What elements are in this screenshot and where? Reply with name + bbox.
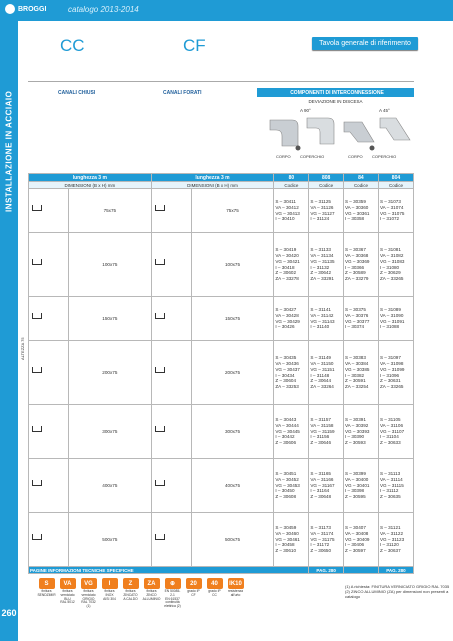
channel-shape-icon: [151, 513, 191, 567]
code-cell: S – 31097 VA – 31098 VG – 31099 I – 31096 Z – 30631 ZA – 33265: [378, 341, 413, 405]
footer-pag-1[interactable]: PAG. 280: [309, 567, 344, 574]
codes-table: [28, 173, 414, 574]
a90-label: A 90°: [300, 108, 311, 113]
code-cell: S – 31121 VA – 31122 VG – 31123 I – 31120 Z – 30637: [378, 513, 413, 567]
finish-badge-icon: IK10: [228, 578, 244, 589]
deviazione-label: DEVIAZIONE IN DISCESA: [308, 99, 363, 104]
table-header-row: [29, 174, 414, 182]
title-cc: CC: [60, 36, 85, 55]
code-cell: S – 30391 VA – 30392 VG – 30393 I – 30390 Z – 30593: [343, 405, 378, 459]
code-cell: S – 30359 VA – 30360 VG – 30361 I – 30358: [343, 189, 378, 233]
codice: Codice: [274, 182, 309, 189]
channel-shape-icon: [29, 405, 69, 459]
lunghezza-cf: lunghezza 3 m: [151, 174, 274, 182]
coperchio-label-45: COPERCHIO: [372, 154, 397, 159]
col-84: 84: [343, 174, 378, 182]
legend-label: finitura verniciato BLU RAL 5012: [60, 589, 75, 605]
a45-label: A 45°: [379, 108, 390, 113]
code-cell: S – 31089 VA – 31090 VG – 31091 I – 31088: [378, 297, 413, 341]
channel-shape-icon: [151, 297, 191, 341]
size-label-cf: 200x75: [191, 341, 274, 405]
legend-label: resistenza all'urto: [227, 589, 244, 597]
table-row: [29, 189, 414, 233]
altezza-label: ALTEZZA 75: [20, 337, 25, 360]
size-label-cc: 150x75: [69, 297, 152, 341]
finish-badge-icon: Z: [123, 578, 139, 589]
legend-item: [59, 578, 76, 609]
brand: [5, 4, 46, 14]
table-row: [29, 459, 414, 513]
channel-shape-icon: [151, 233, 191, 297]
sidebar-title: INSTALLAZIONE IN ACCIAIO: [4, 90, 14, 212]
dimensioni-cf: DIMENSIONI (B x H) mm: [151, 182, 274, 189]
finish-badge-icon: 40: [207, 578, 223, 589]
channel-shape-icon: [151, 459, 191, 513]
size-label-cc: 75x75: [69, 189, 152, 233]
table-row: [29, 297, 414, 341]
canali-chiusi-label: CANALI CHIUSI: [55, 88, 135, 97]
code-cell: S – 31073 VA – 31074 VG – 31075 I – 31072: [378, 189, 413, 233]
brand-logo-icon: [5, 4, 15, 14]
curve-45-corpo-icon: [344, 122, 374, 142]
code-cell: S – 30399 VA – 30400 VG – 30401 I – 30398 Z – 30595: [343, 459, 378, 513]
channel-shape-icon: [151, 341, 191, 405]
code-cell: S – 30375 VA – 30376 VG – 30377 I – 30374: [343, 297, 378, 341]
code-cell: S – 31141 VA – 31142 VG – 31143 I – 31140: [309, 297, 344, 341]
table-row: [29, 513, 414, 567]
code-cell: S – 31133 VA – 31134 VG – 31135 I – 31132 Z – 30642 ZA – 33291: [309, 233, 344, 297]
code-cell: S – 30427 VA – 30428 VG – 30429 I – 30426: [274, 297, 309, 341]
col-804: 804: [378, 174, 413, 182]
ce-icon: [370, 146, 375, 151]
code-cell: S – 31105 VA – 31106 VG – 31107 I – 31104 Z – 30633: [378, 405, 413, 459]
table-subheader-row: [29, 182, 414, 189]
legend-label: finitura ZINCO ALLUMINIO: [142, 589, 161, 601]
col-80: 80: [274, 174, 309, 182]
deviazione-images: [262, 112, 412, 152]
size-label-cf: 500x75: [191, 513, 274, 567]
size-label-cc: 400x75: [69, 459, 152, 513]
catalog-title: catalogo 2013-2014: [68, 5, 139, 14]
legend-note: (1) A richiesta: FINITURA VERNICIATO GRIGIO RAL 7035 (2) ZINCO ALLUMINIO (ZA) per dimensioni non presenti a catalogo: [345, 584, 450, 599]
legend-item: [101, 578, 118, 609]
legend-label: finitura INOX AISI 304: [103, 589, 116, 601]
size-label-cc: 500x75: [69, 513, 152, 567]
legend-label: grado IP CC: [208, 589, 221, 597]
channel-shape-icon: [151, 189, 191, 233]
footer-pagine: PAGINE INFORMAZIONI TECNICHE SPECIFICHE: [29, 567, 309, 574]
size-label-cf: 75x75: [191, 189, 274, 233]
code-cell: S – 31173 VA – 31174 VG – 31175 I – 31172 Z – 30650: [309, 513, 344, 567]
codice: Codice: [343, 182, 378, 189]
channel-shape-icon: [29, 233, 69, 297]
size-label-cc: 200x75: [69, 341, 152, 405]
ce-icon: [296, 146, 301, 151]
finish-badge-icon: I: [102, 578, 118, 589]
legend-item: [122, 578, 139, 609]
size-label-cc: 300x75: [69, 405, 152, 459]
corpo-label-45: CORPO: [348, 154, 363, 159]
code-cell: S – 31149 VA – 31150 VG – 31151 I – 31148 Z – 30644 ZA – 33264: [309, 341, 344, 405]
code-cell: S – 31081 VA – 31082 VG – 31083 I – 31080 Z – 30629 ZA – 33265: [378, 233, 413, 297]
channel-shape-icon: [29, 189, 69, 233]
lunghezza-cc: lunghezza 3 m: [29, 174, 152, 182]
legend-icons: [38, 578, 244, 609]
legend-label: finitura ZINCATO A CALDO: [123, 589, 138, 601]
curve-90-corpo-icon: [270, 120, 298, 146]
legend-item: [206, 578, 223, 609]
code-cell: S – 31125 VA – 31126 VG – 31127 I – 31124: [309, 189, 344, 233]
legend-label: EN 50085-2-1 EN 61537 continuità elettrica (2): [164, 589, 181, 609]
legend-item: [143, 578, 160, 609]
code-cell: S – 30411 VA – 30412 VG – 30413 I – 30410: [274, 189, 309, 233]
legend-label: grado IP CF: [187, 589, 200, 597]
codice: Codice: [309, 182, 344, 189]
code-cell: S – 30443 VA – 30444 VG – 30445 I – 30442 Z – 30606: [274, 405, 309, 459]
code-cell: S – 31157 VA – 31158 VG – 31159 I – 31156 Z – 30646: [309, 405, 344, 459]
code-cell: S – 30383 VA – 30384 VG – 30385 I – 30382 Z – 30591 ZA – 33254: [343, 341, 378, 405]
tavola-generale-button[interactable]: Tavola generale di riferimento: [312, 37, 418, 50]
dimensioni-cc: DIMENSIONI (B x H) mm: [29, 182, 152, 189]
finish-badge-icon: S: [39, 578, 55, 589]
title-cf: CF: [183, 36, 206, 55]
channel-shape-icon: [151, 405, 191, 459]
code-cell: S – 30367 VA – 30368 VG – 30369 I – 30366 Z – 30589 ZA – 33279: [343, 233, 378, 297]
legend-item: [38, 578, 55, 609]
curve-45-coperchio-icon: [380, 118, 410, 140]
code-cell: S – 30435 VA – 30436 VG – 30437 I – 30434 Z – 30604 ZA – 33253: [274, 341, 309, 405]
finish-badge-icon: ⊕: [165, 578, 181, 589]
top-bar: [0, 0, 453, 21]
code-cell: S – 30459 VA – 30460 VG – 30461 I – 30458 Z – 30610: [274, 513, 309, 567]
componenti-header: COMPONENTI DI INTERCONNESSIONE: [257, 88, 414, 97]
canali-forati-label: CANALI FORATI: [160, 88, 240, 97]
size-label-cf: 300x75: [191, 405, 274, 459]
page-number: 260: [1, 608, 17, 618]
legend-item: [164, 578, 181, 609]
coperchio-label: COPERCHIO: [300, 154, 325, 159]
finish-badge-icon: ZA: [144, 578, 160, 589]
size-label-cf: 400x75: [191, 459, 274, 513]
size-label-cf: 100x75: [191, 233, 274, 297]
table-row: [29, 405, 414, 459]
legend-item: [80, 578, 97, 609]
footer-pag-2[interactable]: PAG. 280: [378, 567, 413, 574]
col-808: 808: [309, 174, 344, 182]
channel-shape-icon: [29, 341, 69, 405]
size-label-cf: 150x75: [191, 297, 274, 341]
legend-label: finitura verniciato GRIGIO RAL 7032 (1): [81, 589, 96, 609]
brand-name: BROGGI: [18, 5, 47, 13]
code-cell: S – 30407 VA – 30408 VG – 30409 I – 30406 Z – 30597: [343, 513, 378, 567]
channel-shape-icon: [29, 513, 69, 567]
table-row: [29, 341, 414, 405]
finish-badge-icon: 20: [186, 578, 202, 589]
code-cell: S – 31165 VA – 31166 VG – 31167 I – 31164 Z – 30648: [309, 459, 344, 513]
curve-90-coperchio-icon: [307, 118, 334, 144]
legend-item: [185, 578, 202, 609]
finish-badge-icon: VA: [60, 578, 76, 589]
divider: [28, 81, 414, 82]
codice: Codice: [378, 182, 413, 189]
code-cell: S – 31113 VA – 31114 VG – 31115 I – 31112 Z – 30635: [378, 459, 413, 513]
code-cell: S – 30451 VA – 30452 VG – 30453 I – 30450 Z – 30608: [274, 459, 309, 513]
channel-shape-icon: [29, 459, 69, 513]
table-footer: [29, 567, 414, 574]
table-row: [29, 233, 414, 297]
channel-shape-icon: [29, 297, 69, 341]
finish-badge-icon: VG: [81, 578, 97, 589]
size-label-cc: 100x75: [69, 233, 152, 297]
corpo-label: CORPO: [276, 154, 291, 159]
code-cell: S – 30419 VA – 30420 VG – 30421 I – 30418 Z – 30602 ZA – 33278: [274, 233, 309, 297]
legend-item: [227, 578, 244, 609]
legend-label: finitura SENDZIMIR: [37, 589, 56, 597]
